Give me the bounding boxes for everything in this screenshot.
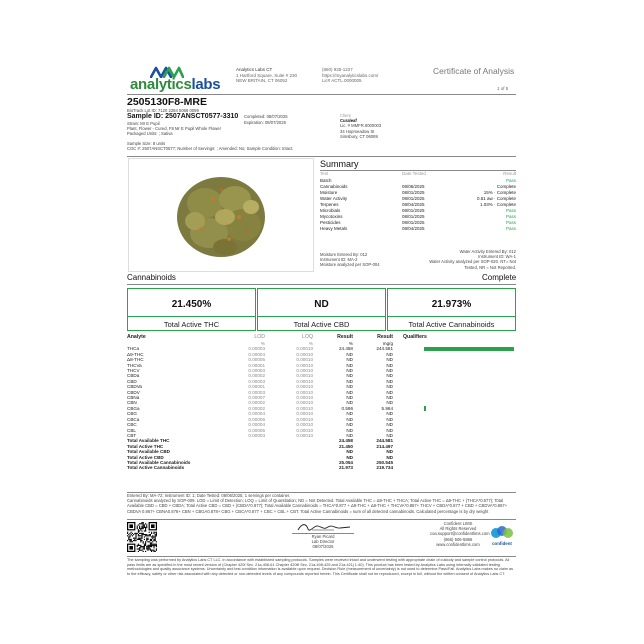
analyte-lod: 0.00004 — [248, 411, 265, 417]
unit-result-pct: % — [348, 341, 353, 346]
analyte-loq: 0.00010 — [296, 395, 313, 401]
sample-id: Sample ID: 2507ANSCT0577-3310 — [127, 113, 239, 120]
analyte-result-pct: ND — [346, 395, 353, 401]
analyte-name: CBGa — [127, 405, 140, 411]
analyte-name: CBDV — [127, 389, 140, 395]
analyte-loq: 0.00010 — [296, 389, 313, 395]
total-result-mg: 214.497 — [376, 443, 393, 449]
cannabis-flower-image — [129, 159, 313, 271]
analyte-result-mg: ND — [386, 432, 393, 438]
analyte-result-mg: ND — [386, 373, 393, 379]
cannabinoid-total-row — [127, 465, 427, 470]
analyte-loq: 0.00010 — [296, 427, 313, 433]
analyte-loq: 0.00010 — [296, 351, 313, 357]
analyte-result-pct: ND — [346, 362, 353, 368]
analyte-loq: 0.00010 — [296, 422, 313, 428]
summary-date: 08/01/2025 — [402, 214, 425, 219]
summary-header — [320, 171, 516, 177]
total-active-cannabinoids-box — [387, 288, 516, 331]
logo-text-labs: labs — [191, 76, 221, 93]
analyte-lod: 0.00007 — [248, 395, 265, 401]
total-loq — [265, 465, 313, 470]
analyte-name: THCVa — [127, 362, 142, 368]
summary-col-test: Test — [320, 171, 329, 176]
analyte-result-mg: ND — [386, 357, 393, 363]
summary-row — [320, 226, 516, 232]
analyte-lod: 0.00002 — [248, 373, 265, 379]
analyte-result-pct: ND — [346, 373, 353, 379]
analyte-loq: 0.00010 — [296, 346, 313, 352]
summary-date: 08/06/2025 — [402, 184, 425, 189]
analyte-loq: 0.00010 — [296, 405, 313, 411]
signer-name: Ryan Picard — [311, 534, 335, 539]
analyte-result-pct: ND — [346, 416, 353, 422]
summary-test: Mycotoxins — [320, 214, 343, 219]
expiration-date: Expiration: 08/07/2026 — [244, 120, 286, 125]
total-active-cbd-label: Total Active CBD — [293, 320, 350, 329]
summary-result: 15% · Complete — [483, 190, 516, 195]
cannabinoids-status: Complete — [482, 273, 517, 282]
box-separator — [128, 316, 255, 317]
cannabinoids-notes — [127, 493, 516, 514]
summary-date: 08/01/2025 — [402, 196, 425, 201]
analyte-lod: 0.00003 — [248, 368, 265, 374]
analyte-result-pct: ND — [346, 432, 353, 438]
lab-address-2: NEW BRITAIN, CT 06052 — [236, 78, 288, 84]
confident-website[interactable]: www.confidentlims.com — [436, 541, 480, 547]
confident-email[interactable]: coa.support@confidentlims.com — [430, 531, 490, 537]
analyte-loq: 0.00010 — [296, 384, 313, 390]
confident-logo-icon — [488, 524, 516, 542]
analyte-result-pct: ND — [346, 384, 353, 390]
cannabinoids-notes-2: Cannabinoids analyzed by SOP-009. LOD = Limit of Detection; LOQ = Limit of Quantitation; ND = Not Detected. Total Available THC = Δ9-THC + THCA; Total Active THC = Δ9-THC + (THCA*0.877); Total Available CBD = CBD + CBDA; Total Active CBD = CBD + (CBDA*0.877); Total Available Cannabinoids = THCA*0.877 + Δ9-THC + Δ8-THC + THCVA*0.867+ THCV + CBDA*0.877 + CBD + CBDVA*0.867+ CBDVA 0.867+ CBNA0.876+ CBN + CBGA0.878+ CBG + CBCA*0.877 + CBC + CBL + CBT. Total Active Cannabinoids = sum of all detected cannabinoids. Calculated percentage is by dry weight — [127, 498, 508, 514]
analyte-result-mg: ND — [386, 416, 393, 422]
analyte-lod: 0.00004 — [248, 351, 265, 357]
summary-test: Cannabinoids — [320, 184, 348, 189]
total-name: Total Available Cannabinoids — [127, 459, 191, 465]
summary-date: 08/01/2025 — [402, 220, 425, 225]
summary-result: 0.61 aw · Complete — [476, 196, 516, 201]
sample-photo — [128, 158, 314, 272]
analyte-result-pct: ND — [346, 351, 353, 357]
summary-result: 1.03% · Complete — [479, 202, 516, 207]
client-address-2: Simsbury, CT 06089 — [340, 133, 378, 139]
plant-type: Plant, Flower - Cured, F8 Mr E Pupil Whole Flower — [127, 126, 222, 132]
qr-code-icon — [127, 522, 157, 552]
analyte-result-pct: 0.596 — [341, 405, 353, 411]
total-active-cbd-box — [257, 288, 386, 331]
summary-test: Water Activity — [320, 196, 348, 201]
summary-date: 08/01/2025 — [402, 190, 425, 195]
unit-loq: % — [308, 341, 313, 346]
signature-image — [294, 521, 354, 533]
completed-date: Completed: 08/07/2025 — [244, 114, 288, 119]
total-result-pct: ND — [346, 454, 353, 460]
signature-block — [288, 521, 358, 553]
col-result-mg: Result — [377, 333, 393, 340]
total-result-mg: ND — [386, 449, 393, 455]
unit-result-mg: mg/g — [382, 341, 393, 346]
total-result-pct: ND — [346, 449, 353, 455]
total-result-mg: 244.581 — [376, 438, 393, 444]
confident-logo-text: confident — [492, 541, 512, 546]
summary-result: Pass — [505, 178, 516, 183]
col-result-pct: Result — [337, 333, 353, 340]
total-name: Total Active THC — [127, 443, 164, 449]
analyte-result-pct: 24.458 — [338, 346, 353, 352]
confident-line-2: All Rights Reserved — [439, 526, 477, 532]
summary-date: 08/04/2025 — [402, 226, 425, 231]
col-qualifiers: Qualifiers — [403, 333, 427, 340]
analyte-result-pct: ND — [346, 378, 353, 384]
analyte-lod: 0.00003 — [248, 378, 265, 384]
lab-name: Analytics Labs CT — [236, 67, 273, 72]
moisture-note-3: Moisture analyzed per SOP-004 — [320, 262, 380, 268]
client-label: Client — [340, 113, 351, 118]
analyte-result-pct: ND — [346, 389, 353, 395]
cannabinoids-table-body — [127, 346, 427, 470]
signature-divider — [127, 519, 516, 520]
analyte-result-mg: ND — [386, 422, 393, 428]
col-analyte: Analyte — [127, 333, 146, 340]
analyte-name: THCa — [127, 346, 139, 352]
total-qualifiers — [393, 465, 427, 470]
logo-text-analytics: analytics — [130, 76, 192, 93]
analyte-lod: 0.00006 — [248, 416, 265, 422]
col-loq: LOQ — [302, 333, 313, 340]
header-divider — [127, 94, 516, 95]
lab-website[interactable]: https://myanalyticslabs.com/ — [322, 72, 379, 78]
total-result-mg: 250.545 — [376, 459, 393, 465]
cannabinoid-bar — [424, 406, 426, 410]
total-result-pct: 24.458 — [338, 438, 353, 444]
sample-size: Sample Size: 8 units — [127, 141, 166, 146]
analyte-result-pct: ND — [346, 357, 353, 363]
analyte-name: CBDVa — [127, 384, 142, 390]
lab-address-1: 1 Hartford Square, Suite # 230 — [236, 72, 298, 78]
summary-test: Moisture — [320, 190, 338, 195]
analyte-loq: 0.00010 — [296, 378, 313, 384]
summary-col-date: Date Tested — [402, 171, 426, 176]
analyte-name: CBT — [127, 432, 137, 438]
total-name: Total Available THC — [127, 438, 170, 444]
confident-phone: (866) 506-5866 — [443, 536, 473, 542]
client-name: Curaleaf — [340, 118, 357, 124]
biotrack-lot-id: BioTrack Lot ID: 7120 2284 5068 0099 — [127, 108, 199, 113]
analyte-loq: 0.00010 — [296, 362, 313, 368]
summary-test: Microbials — [320, 208, 341, 213]
analyte-name: CBD — [127, 378, 137, 384]
analyte-loq: 0.00010 — [296, 411, 313, 417]
analyte-result-pct: ND — [346, 422, 353, 428]
sample-divider — [127, 156, 516, 157]
lab-logo — [130, 64, 222, 92]
total-active-thc-label: Total Active THC — [163, 320, 220, 329]
water-activity-note-1: Water Activity Entered By: 012 — [459, 249, 516, 254]
total-active-cbd-value: ND — [314, 299, 329, 310]
signature-date: 08/07/2025 — [312, 544, 334, 549]
signer-role: Lab Director — [311, 539, 335, 544]
analyte-name: CBDa — [127, 373, 140, 379]
analyte-name: CBN — [127, 400, 137, 406]
summary-test: Heavy Metals — [320, 226, 348, 231]
summary-result: Complete — [496, 184, 516, 189]
analyte-result-mg: ND — [386, 368, 393, 374]
analyte-result-mg: ND — [386, 362, 393, 368]
total-active-thc-box — [127, 288, 256, 331]
total-active-thc-value: 21.450% — [171, 299, 212, 310]
strain: Strain: Mr E Pupil — [127, 121, 160, 126]
summary-test: Terpenes — [320, 202, 339, 207]
analyte-result-mg: ND — [386, 378, 393, 384]
cannabinoids-header-row — [127, 334, 427, 341]
analyte-loq: 0.00010 — [296, 368, 313, 374]
analyte-lod: 0.00002 — [248, 405, 265, 411]
analyte-loq: 0.00010 — [296, 357, 313, 363]
page-number: 1 of 5 — [497, 86, 509, 91]
analyte-result-mg: ND — [386, 351, 393, 357]
coc-info: COC #: 2507ANSCT0577; Number of Servings: ; Amended: No; Sample Condition: Intact. — [127, 146, 294, 152]
cannabinoid-bar — [424, 347, 514, 351]
summary-title: Summary — [320, 159, 359, 169]
moisture-note-1: Moisture Entered By: 012 — [320, 252, 368, 257]
lab-phone: (860) 925-1227 — [322, 67, 353, 72]
analyte-result-mg: ND — [386, 400, 393, 406]
client-license: Lic. # MMFR.0000003 — [340, 123, 382, 129]
analyte-lod: 0.00001 — [248, 384, 265, 390]
total-name: Total Active CBD — [127, 454, 164, 460]
analyte-name: CBNa — [127, 395, 140, 401]
analyte-result-mg: ND — [386, 389, 393, 395]
confident-logo — [488, 524, 516, 552]
col-lod: LOD — [254, 333, 265, 340]
total-result-mg: ND — [386, 454, 393, 460]
analyte-lod: 0.00003 — [248, 432, 265, 438]
summary-date: 08/04/2025 — [402, 202, 425, 207]
total-result-pct: 21.973 — [338, 465, 353, 471]
analyte-loq: 0.00010 — [296, 373, 313, 379]
analyte-result-mg: 5.964 — [381, 405, 393, 411]
summary-result: Pass — [505, 208, 516, 213]
analyte-name: Δ8-THC — [127, 357, 144, 363]
total-name: Total Available CBD — [127, 449, 170, 455]
footer-disclaimer: The sampling was performed by Analytics Labs CT LLC. in accordance with established sampling protocols. Samples were received intact and underwent testing with appropriate chain of custody and sample control protocols. All pass limits are as specified in the most recent version of (Chapter 420f Sec. 21a-408-61 Chapter 420fii Sec. 21a-408-425 and 21a-421j 1-40). This product has been tested by Analytics Labs using internally validated testing methodologies and quality assurance systems. Uncertainty and test condition information is available upon request. Decision Rule (measurement of uncertainty) is not used to determine Pass/Fail. Analytics Labs makes no claim as to the efficacy, safety or other risk associated with any detected or non-detected levels of any compounds reported herein. This Certificate shall not be reproduced, except in full, without the written consent of Analytics Labs CT. — [127, 558, 514, 576]
analyte-loq: 0.00010 — [296, 400, 313, 406]
box-separator — [388, 316, 515, 317]
summary-col-result: Result — [503, 171, 516, 176]
total-result-pct: 25.054 — [338, 459, 353, 465]
batch-id: 2505130F8-MRE — [127, 96, 207, 108]
analyte-loq: 0.00010 — [296, 416, 313, 422]
analyte-name: CBG — [127, 411, 137, 417]
summary-date: 08/01/2025 — [402, 208, 425, 213]
analyte-name: Δ9-THC — [127, 351, 144, 357]
analyte-lod: 0.00004 — [248, 422, 265, 428]
total-result-mg: 219.734 — [376, 465, 393, 471]
summary-result: Pass — [505, 220, 516, 225]
analyte-result-pct: ND — [346, 427, 353, 433]
analyte-result-mg: ND — [386, 395, 393, 401]
analyte-name: CBC — [127, 422, 137, 428]
total-active-cannabinoids-label: Total Active Cannabinoids — [408, 320, 495, 329]
analyte-lod: 0.00001 — [248, 362, 265, 368]
document-title: Certificate of Analysis — [433, 66, 515, 76]
water-activity-note-2: Instrument ID: WA-1 — [478, 254, 516, 260]
analyte-result-mg: ND — [386, 384, 393, 390]
analyte-lod: 0.00003 — [248, 346, 265, 352]
analyte-lod: 0.00005 — [248, 357, 265, 363]
footer-divider — [127, 556, 516, 557]
summary-test: Batch — [320, 178, 332, 183]
unit-lod: % — [260, 341, 265, 346]
packaged-units: Packaged Units: ; Sativa — [127, 131, 173, 137]
analyte-result-pct: ND — [346, 368, 353, 374]
cannabinoids-table — [127, 334, 427, 471]
cannabinoids-divider — [127, 284, 516, 285]
qr-code[interactable] — [127, 522, 157, 552]
moisture-note-2: Instrument ID: MA-2 — [320, 257, 358, 263]
cannabinoids-notes-1: Entered By: MA-72; Instrument ID: 1; Date Tested: 08/06/2025; 1 servings per container. — [127, 493, 291, 498]
summary-result: Pass — [505, 226, 516, 231]
total-result-pct: 21.450 — [338, 443, 353, 449]
analyte-lod: 0.00002 — [248, 400, 265, 406]
analyte-name: THCV — [127, 368, 140, 374]
analyte-loq: 0.00010 — [296, 432, 313, 438]
analyte-lod: 0.00005 — [248, 427, 265, 433]
lab-license: Lic# ACTL.0000005 — [322, 78, 362, 84]
total-active-cannabinoids-value: 21.973% — [431, 299, 472, 310]
summary-result: Pass — [505, 214, 516, 219]
box-separator — [258, 316, 385, 317]
confident-line-1: Confident LIMS — [443, 521, 473, 526]
total-name: Total Active Cannabinoids — [127, 465, 185, 471]
cannabinoids-title: Cannabinoids — [127, 273, 176, 282]
analyte-result-mg: 244.581 — [376, 346, 393, 352]
analyte-name: CBCa — [127, 416, 140, 422]
analyte-lod: 0.00003 — [248, 389, 265, 395]
water-activity-note-4: Tested, NR = Not Reported. — [464, 264, 516, 270]
analyte-result-pct: ND — [346, 400, 353, 406]
summary-test: Pesticides — [320, 220, 341, 225]
analyte-result-mg: ND — [386, 411, 393, 417]
client-address-1: 34 Hopmeadow St — [340, 128, 375, 134]
water-activity-note-3: Water Activity analyzed per SOP-020. NT= Not — [429, 259, 516, 265]
analyte-result-mg: ND — [386, 427, 393, 433]
total-lod — [215, 465, 265, 470]
analyte-name: CBL — [127, 427, 136, 433]
analyte-result-pct: ND — [346, 411, 353, 417]
